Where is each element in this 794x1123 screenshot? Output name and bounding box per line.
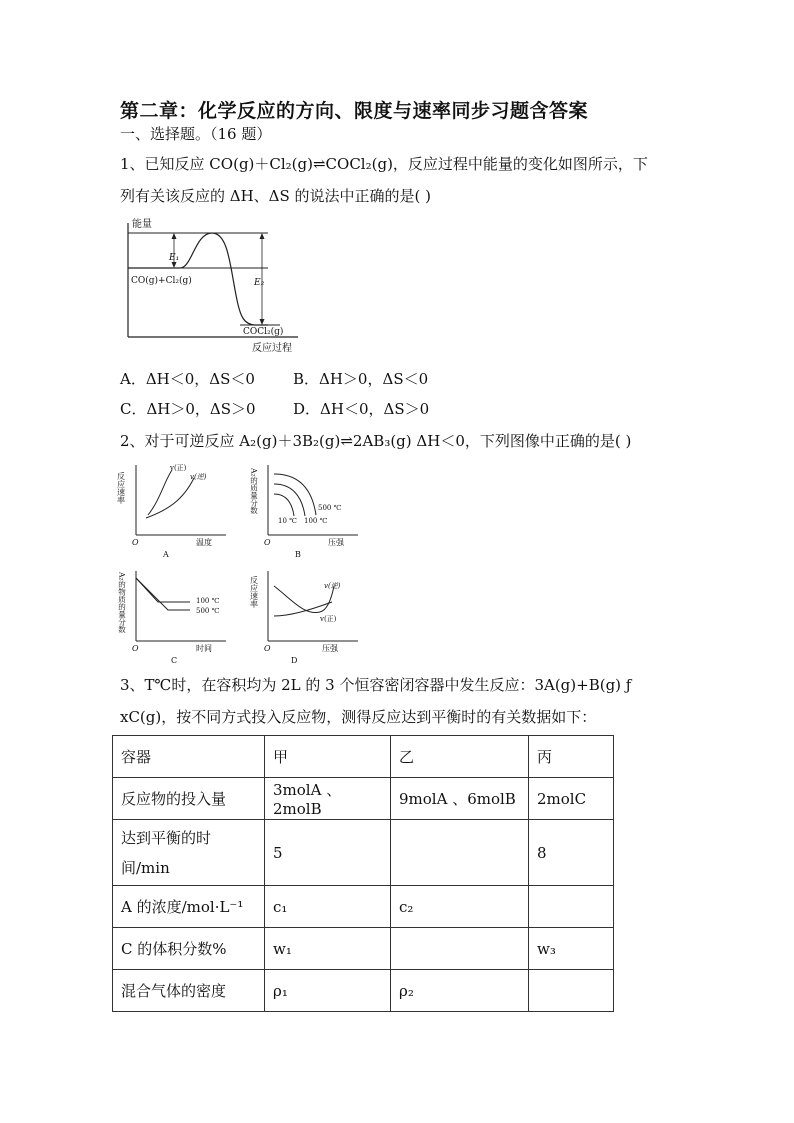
q2c-curve2-label: 500 ℃ [196,607,220,615]
q2-graph-c [118,566,228,666]
q3-data-table [112,735,614,1012]
q2c-ylabel: A₂的物质的量分数 [117,572,127,633]
document-title: 第二章：化学反应的方向、限度与速率同步习题含答案 [120,100,589,122]
q2b-curve2-label: 100 ℃ [304,517,328,525]
q2b-ylabel: A₂的质量分数 [249,468,259,514]
q1-text-line1: 1、已知反应 CO(g)＋Cl₂(g)⇌COCl₂(g)，反应过程中能量的变化如图所示，下 [120,155,648,173]
q2b-curve-100 [274,484,305,516]
q1-e2-label: E₂ [254,278,265,288]
q2b-curve3-label: 10 ℃ [278,517,297,525]
table-cell: ρ₂ [391,970,529,1012]
table-cell: c₁ [265,886,391,928]
q1-option-c: C．ΔH＞0，ΔS＞0 [120,400,256,418]
q2a-curve1-label: v(正) [170,464,187,472]
table-cell: 乙 [391,736,529,778]
q2a-origin: O [132,538,139,547]
table-cell: w₁ [265,928,391,970]
q2d-curve1-label: v(逆) [324,582,341,590]
q1-reactant-label: CO(g)+Cl₂(g) [131,276,192,286]
q2a-curve-reverse [146,478,194,518]
q2c-xlabel: 时间 [196,644,212,653]
q2a-ylabel: 反应速率 [116,472,126,504]
section-heading: 一、选择题。（16 题） [120,125,272,143]
table-cell: 容器 [113,736,265,778]
q3-text-line1: 3、T℃时，在容积均为 2L 的 3 个恒容密闭容器中发生反应：3A(g)+B(g) ƒ [120,676,632,694]
table-cell: 9molA 、6molB [391,778,529,820]
table-cell: c₂ [391,886,529,928]
q2a-xlabel: 温度 [196,538,212,547]
table-cell: C 的体积分数% [113,928,265,970]
table-cell [529,970,614,1012]
table-cell: A 的浓度/mol·L⁻¹ [113,886,265,928]
q2c-curve-100 [136,578,190,602]
table-row [113,928,614,970]
table-cell [391,820,529,886]
q2d-caption: D [291,656,298,665]
q2-text-line1: 2、对于可逆反应 A₂(g)＋3B₂(g)⇌2AB₃(g) ΔH＜0，下列图像中正确的是( ) [120,432,632,450]
table-row [113,886,614,928]
table-row [113,820,614,886]
q2b-curve1-label: 500 ℃ [318,504,342,512]
q1-e1-label: E₁ [169,253,180,263]
q2c-origin: O [132,644,139,653]
q2d-ylabel: 反应速率 [249,576,259,608]
q2-graph-a [118,460,228,560]
q2c-curve1-label: 100 ℃ [196,597,220,605]
table-cell: 甲 [265,736,391,778]
table-cell: 混合气体的密度 [113,970,265,1012]
table-cell: w₃ [529,928,614,970]
q2b-curve-10 [274,494,294,516]
table-row [113,736,614,778]
table-row [113,970,614,1012]
q2d-origin: O [264,644,271,653]
q2a-caption: A [163,550,169,559]
table-cell: ρ₁ [265,970,391,1012]
table-cell: 8 [529,820,614,886]
q2c-curve-500 [136,578,190,610]
table-row [113,778,614,820]
q2d-curve2-label: v(正) [320,615,337,623]
q1-ylabel: 能量 [132,219,152,230]
q1-option-d: D．ΔH＜0，ΔS＞0 [293,400,430,418]
table-cell: 2molC [529,778,614,820]
q2c-caption: C [171,656,178,665]
q2d-xlabel: 压强 [322,644,338,653]
table-cell: 3molA 、2molB [265,778,391,820]
q2-graph-d [250,566,360,666]
q1-text-line2: 列有关该反应的 ΔH、ΔS 的说法中正确的是( ) [120,187,432,205]
table-cell: 反应物的投入量 [113,778,265,820]
table-cell [391,928,529,970]
q1-option-b: B．ΔH＞0，ΔS＜0 [293,370,429,388]
q1-energy-diagram [120,215,320,360]
q2a-curve-forward [148,470,172,515]
q1-product-label: COCl₂(g) [243,327,284,337]
q2b-origin: O [264,538,271,547]
q1-xlabel: 反应过程 [252,343,292,354]
q2-graph-b [250,460,360,560]
q1-option-a: A．ΔH＜0，ΔS＜0 [120,370,255,388]
table-cell: 达到平衡的时间/min [113,820,265,886]
table-cell: 5 [265,820,391,886]
q2a-curve2-label: v(逆) [190,473,207,481]
q3-text-line2: xC(g)，按不同方式投入反应物，测得反应达到平衡时的有关数据如下： [120,708,597,726]
q2b-caption: B [295,550,301,559]
table-cell [529,886,614,928]
q2b-xlabel: 压强 [328,538,344,547]
table-cell: 丙 [529,736,614,778]
